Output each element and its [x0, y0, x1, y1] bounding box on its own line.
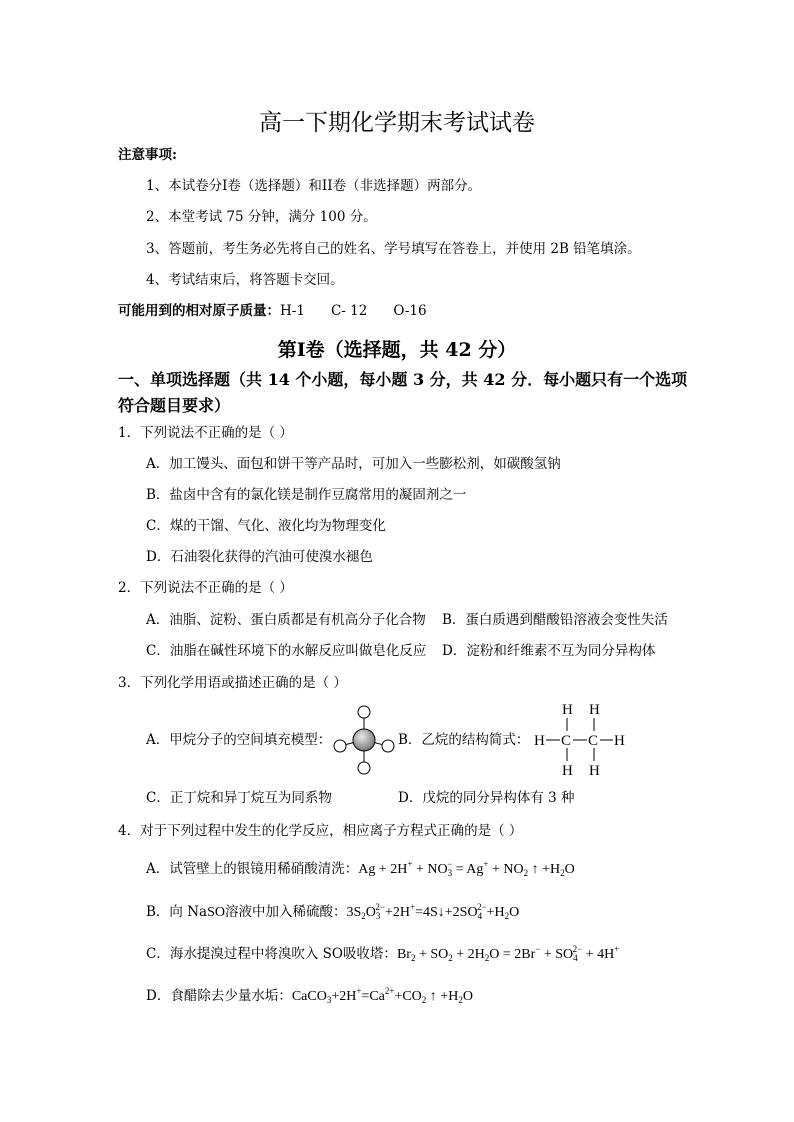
- ethane-c-2: C: [588, 733, 599, 749]
- q2-stem: 2．下列说法不正确的是（ ）: [118, 580, 293, 596]
- notice-item-4: 4、考试结束后，将答题卡交回。: [146, 272, 344, 288]
- part1-title: 第I卷（选择题，共 42 分）: [277, 339, 517, 361]
- q3-option-a: A．甲烷分子的空间填充模型：: [146, 732, 332, 748]
- q3-option-d: D．戊烷的同分异构体有 3 种: [398, 790, 575, 806]
- ethane-h-top-1: H: [562, 702, 573, 718]
- q2-option-c: C．油脂在碱性环境下的水解反应叫做皂化反应: [146, 643, 427, 659]
- atomic-mass-label: 可能用到的相对原子质量：: [118, 303, 280, 319]
- q4-option-d: [146, 982, 473, 1009]
- page-title: 高一下期化学期末考试试卷: [259, 110, 535, 136]
- q2-option-b: B．蛋白质遇到醋酸铅溶液会变性失活: [442, 612, 668, 628]
- atomic-mass-o: O-16: [393, 303, 427, 319]
- q3-stem: 3．下列化学用语或描述正确的是（ ）: [118, 675, 347, 691]
- section-heading-cont: 符合题目要求）: [118, 396, 231, 415]
- atomic-mass-h: H-1: [280, 303, 305, 319]
- q4-option-c-label: C．海水提溴过程中将溴吹入 SO: [146, 946, 343, 962]
- ethane-h-right: H: [614, 733, 625, 749]
- ethane-structure: [528, 700, 638, 778]
- q2-option-d: D．淀粉和纤维素不互为同分异构体: [442, 643, 656, 659]
- q1-option-b: B．盐卤中含有的氯化镁是制作豆腐常用的凝固剂之一: [146, 487, 467, 503]
- ethane-h-left: H: [534, 733, 545, 749]
- notice-item-2: 2、本堂考试 75 分钟，满分 100 分。: [146, 209, 377, 225]
- ethane-h-bottom-2: H: [589, 763, 600, 778]
- q3-option-b: B．乙烷的结构简式：: [398, 732, 530, 748]
- q2-option-a: A．油脂、淀粉、蛋白质都是有机高分子化合物: [146, 612, 426, 628]
- section-heading: 一、单项选择题（共 14 个小题，每小题 3 分，共 42 分．每小题只有一个选项: [118, 370, 688, 389]
- ethane-c-1: C: [561, 733, 572, 749]
- q4-option-a-label: A．试管壁上的银镜用稀硝酸清洗：: [146, 861, 359, 877]
- q4-option-d-label: D．食醋除去少量水垢：: [146, 988, 292, 1004]
- notice-item-1: 1、本试卷分I卷（选择题）和II卷（非选择题）两部分。: [146, 178, 482, 194]
- q4-option-c-mid: 吸收塔：: [342, 946, 397, 962]
- q4-equation-a: $Ag + 2H^+ + NO_3^- = Ag^+ + NO_2$ ↑ $+H_2O$: [358, 859, 575, 878]
- q4-option-b: B．向 NaSO溶液中加入稀硫酸：$3S_2O_3^{2-}+2H^+=4S↓+2SO_4^{2-}+H_2O$: [146, 902, 520, 921]
- q1-stem: 1．下列说法不正确的是（ ）: [118, 425, 293, 441]
- notice-item-3: 3、答题前，考生务必先将自己的姓名、学号填写在答卷上，并使用 2B 铅笔填涂。: [146, 241, 641, 257]
- q1-option-c: C．煤的干馏、气化、液化均为物理变化: [146, 518, 386, 534]
- q4-option-a: [146, 855, 575, 882]
- q4-equation-c: $Br_2 + SO_2 + 2H_2O = 2Br^- + SO_4^{2-} + 4H^+$: [396, 944, 620, 963]
- atomic-mass-c: C- 12: [330, 303, 368, 319]
- notice-heading: 注意事项:: [118, 147, 177, 163]
- q4-stem: 4．对于下列过程中发生的化学反应，相应离子方程式正确的是（ ）: [118, 823, 523, 839]
- q1-option-d: D．石油裂化获得的汽油可使溴水褪色: [146, 549, 373, 565]
- q4-option-b-label: B．向 Na: [146, 904, 208, 920]
- atomic-mass-line: [118, 302, 427, 320]
- ethane-h-top-2: H: [589, 702, 600, 718]
- q4-option-c: [146, 940, 619, 967]
- q4-equation-b: $3S_2O_3^{2-}+2H^+=4S↓+2SO_4^{2-}+H_2O$: [346, 902, 520, 921]
- q4-option-b-mid: 溶液中加入稀硫酸：: [225, 904, 347, 920]
- q3-option-c: C．正丁烷和异丁烷互为同系物: [146, 790, 332, 806]
- q4-equation-d: $CaCO_3+2H^+=Ca^{2+}+CO_2$ ↑ $+H_2O$: [291, 986, 473, 1005]
- methane-model-icon: [330, 702, 400, 776]
- ethane-h-bottom-1: H: [562, 763, 573, 778]
- q1-option-a: A．加工馒头、面包和饼干等产品时，可加入一些膨松剂，如碳酸氢钠: [146, 456, 561, 472]
